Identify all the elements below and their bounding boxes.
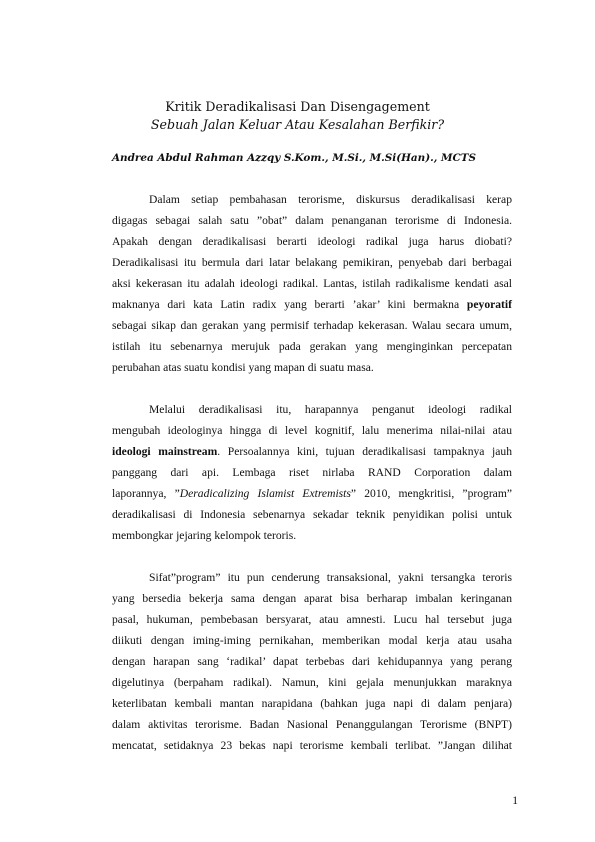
paragraph-line: mengubah ideologinya hingga di level kognitif, lalu menerima nilai-nilai atau (112, 424, 512, 437)
paragraph-line: perubahan atas suatu kondisi yang mapan di suatu masa. (112, 361, 374, 374)
author-line: Andrea Abdul Rahman Azzqy S.Kom., M.Si., M.Si(Han)., MCTS (112, 152, 476, 164)
italic-title: Deradicalizing Islamist Extremists (179, 487, 351, 500)
paragraph-line: panggang dari api. Lembaga riset nirlaba RAND Corporation dalam (112, 466, 512, 479)
paragraph-line: dalam aktivitas terorisme. Badan Nasional Penanggulangan Terorisme (BNPT) (112, 718, 512, 731)
paragraph-line (112, 487, 512, 501)
paragraph-line: sebagai sikap dan gerakan yang permisif terhadap kekerasan. Walau secara umum, (112, 319, 512, 332)
paragraph-line: Sifat”program” itu pun cenderung transaksional, yakni tersangka teroris (149, 571, 512, 584)
paragraph-line: Deradikalisasi itu bermula dari latar belakang pemikiran, penyebab dari berbagai (112, 256, 512, 269)
paragraph-line: Melalui deradikalisasi itu, harapannya penganut ideologi radikal (149, 403, 512, 416)
paragraph-line: mencatat, setidaknya 23 bekas napi terorisme kembali terlibat. ”Jangan dilihat (112, 739, 512, 752)
paragraph-line: dengan harapan sang ‘radikal’ dapat terbebas dari kehidupannya yang perang (112, 655, 512, 668)
document-subtitle: Sebuah Jalan Keluar Atau Kesalahan Berfikir? (150, 117, 445, 132)
paragraph-line: keterlibatan kembali mantan narapidana (bahkan juga napi di dalam penjara) (112, 697, 512, 710)
text-run: . Persoalannya kini, tujuan deradikalisasi tampaknya jauh (217, 445, 512, 458)
paragraph-line: pasal, hukuman, pembebasan bersyarat, atau amnesti. Lucu hal tersebut juga (112, 613, 512, 626)
paragraph-line: Apakah dengan deradikalisasi berarti ideologi radikal juga harus diobati? (112, 235, 512, 248)
paragraph-line: deradikalisasi di Indonesia sebenarnya sekadar teknik penyidikan polisi untuk (112, 508, 512, 521)
paragraph-line: istilah itu sebenarnya merujuk pada gerakan yang menginginkan percepatan (112, 340, 512, 353)
document-title: Kritik Deradikalisasi Dan Disengagement (165, 99, 430, 114)
paragraph-line: diikuti dengan iming-iming pernikahan, memberikan modal kerja atau usaha (112, 634, 512, 647)
bold-term: ideologi mainstream (112, 445, 218, 458)
paragraph-line (112, 445, 512, 459)
paragraph-line: aksi kekerasan itu adalah ideologi radikal. Lantas, istilah radikalisme kendati asal (112, 277, 512, 290)
paragraph-line: yang bersedia bekerja sama dengan aparat bisa berharap imbalan keringanan (112, 592, 512, 605)
bold-term: peyoratif (466, 298, 512, 311)
paragraph-line (112, 298, 512, 312)
text-run: maknanya dari kata Latin radix yang berarti ’akar’ kini bermakna (112, 298, 467, 311)
paragraph-line: digelutinya (berpaham radikal). Namun, kini gejala menunjukkan maraknya (112, 676, 512, 689)
paragraph-line: Dalam setiap pembahasan terorisme, diskursus deradikalisasi kerap (149, 193, 512, 206)
paragraph-line: membongkar jejaring kelompok teroris. (112, 529, 297, 542)
paragraph-line: digagas sebagai salah satu ”obat” dalam penanganan terorisme di Indonesia. (112, 214, 512, 227)
page-number: 1 (512, 794, 518, 807)
text-run: ” 2010, mengkritisi, ”program” (350, 487, 512, 500)
text-run: laporannya, ” (112, 487, 180, 500)
